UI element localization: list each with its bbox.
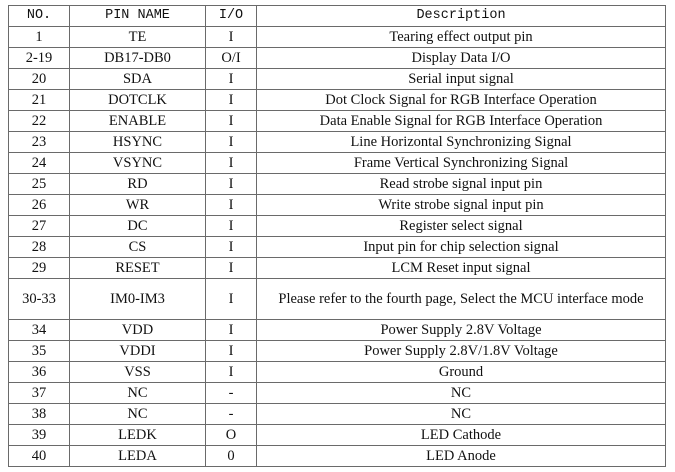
pin-name-cell: HSYNC bbox=[70, 132, 206, 153]
pin-name-cell: WR bbox=[70, 195, 206, 216]
pin-io-cell: - bbox=[206, 404, 257, 425]
pin-io-cell: I bbox=[206, 174, 257, 195]
header-io: I/O bbox=[206, 6, 257, 27]
pin-io-cell: I bbox=[206, 132, 257, 153]
pin-io-cell: I bbox=[206, 216, 257, 237]
pin-number-cell: 1 bbox=[9, 27, 70, 48]
pin-description-cell: LED Anode bbox=[257, 446, 666, 467]
table-row bbox=[9, 27, 666, 48]
pin-io-cell: I bbox=[206, 237, 257, 258]
pin-name-cell: VSYNC bbox=[70, 153, 206, 174]
pin-description-cell: Power Supply 2.8V Voltage bbox=[257, 320, 666, 341]
pin-io-cell: I bbox=[206, 341, 257, 362]
pin-number-cell: 23 bbox=[9, 132, 70, 153]
pin-io-cell: O bbox=[206, 425, 257, 446]
table-row bbox=[9, 258, 666, 279]
pin-name-cell: IM0-IM3 bbox=[70, 279, 206, 320]
table-row bbox=[9, 341, 666, 362]
pin-number-cell: 37 bbox=[9, 383, 70, 404]
table-row bbox=[9, 383, 666, 404]
pin-number-cell: 21 bbox=[9, 90, 70, 111]
pin-name-cell: DC bbox=[70, 216, 206, 237]
table-row bbox=[9, 320, 666, 341]
pin-io-cell: I bbox=[206, 69, 257, 90]
table-row bbox=[9, 237, 666, 258]
pin-description-cell: Frame Vertical Synchronizing Signal bbox=[257, 153, 666, 174]
pin-description-cell: Please refer to the fourth page, Select the MCU interface mode bbox=[257, 279, 666, 320]
pin-description-cell: NC bbox=[257, 404, 666, 425]
pin-description-cell: Power Supply 2.8V/1.8V Voltage bbox=[257, 341, 666, 362]
pin-description-cell: Dot Clock Signal for RGB Interface Operation bbox=[257, 90, 666, 111]
pin-name-cell: ENABLE bbox=[70, 111, 206, 132]
pin-description-cell: Display Data I/O bbox=[257, 48, 666, 69]
pin-number-cell: 29 bbox=[9, 258, 70, 279]
pin-number-cell: 22 bbox=[9, 111, 70, 132]
pin-number-cell: 27 bbox=[9, 216, 70, 237]
pin-name-cell: NC bbox=[70, 383, 206, 404]
pin-io-cell: I bbox=[206, 90, 257, 111]
pin-number-cell: 20 bbox=[9, 69, 70, 90]
table-row bbox=[9, 90, 666, 111]
pin-name-cell: NC bbox=[70, 404, 206, 425]
table-row bbox=[9, 69, 666, 90]
table-row bbox=[9, 153, 666, 174]
table-row bbox=[9, 132, 666, 153]
pin-io-cell: I bbox=[206, 258, 257, 279]
pin-io-cell: I bbox=[206, 153, 257, 174]
pin-description-cell: Data Enable Signal for RGB Interface Operation bbox=[257, 111, 666, 132]
header-description: Description bbox=[257, 6, 666, 27]
pin-description-cell: Serial input signal bbox=[257, 69, 666, 90]
pin-io-cell: I bbox=[206, 362, 257, 383]
pin-io-cell: I bbox=[206, 111, 257, 132]
pin-number-cell: 28 bbox=[9, 237, 70, 258]
pin-io-cell: I bbox=[206, 320, 257, 341]
pin-number-cell: 30-33 bbox=[9, 279, 70, 320]
pin-io-cell: 0 bbox=[206, 446, 257, 467]
pin-number-cell: 34 bbox=[9, 320, 70, 341]
pin-io-cell: I bbox=[206, 195, 257, 216]
pin-name-cell: RESET bbox=[70, 258, 206, 279]
pin-name-cell: TE bbox=[70, 27, 206, 48]
header-pin-name: PIN NAME bbox=[70, 6, 206, 27]
table-body bbox=[9, 27, 666, 467]
pin-io-cell: I bbox=[206, 279, 257, 320]
pin-name-cell: DB17-DB0 bbox=[70, 48, 206, 69]
pin-description-cell: LCM Reset input signal bbox=[257, 258, 666, 279]
pin-description-cell: LED Cathode bbox=[257, 425, 666, 446]
pin-name-cell: CS bbox=[70, 237, 206, 258]
pin-name-cell: DOTCLK bbox=[70, 90, 206, 111]
table-row bbox=[9, 404, 666, 425]
table-row bbox=[9, 195, 666, 216]
pin-description-cell: Input pin for chip selection signal bbox=[257, 237, 666, 258]
table-row bbox=[9, 425, 666, 446]
pin-number-cell: 35 bbox=[9, 341, 70, 362]
pin-name-cell: VSS bbox=[70, 362, 206, 383]
pin-number-cell: 38 bbox=[9, 404, 70, 425]
pin-number-cell: 40 bbox=[9, 446, 70, 467]
pin-number-cell: 26 bbox=[9, 195, 70, 216]
table-row bbox=[9, 174, 666, 195]
pin-description-table bbox=[8, 5, 666, 467]
pin-number-cell: 24 bbox=[9, 153, 70, 174]
pin-description-cell: Write strobe signal input pin bbox=[257, 195, 666, 216]
pin-io-cell: O/I bbox=[206, 48, 257, 69]
pin-number-cell: 2-19 bbox=[9, 48, 70, 69]
pin-name-cell: RD bbox=[70, 174, 206, 195]
table-row bbox=[9, 48, 666, 69]
pin-description-cell: Tearing effect output pin bbox=[257, 27, 666, 48]
pin-description-cell: NC bbox=[257, 383, 666, 404]
pin-name-cell: VDDI bbox=[70, 341, 206, 362]
table-row bbox=[9, 279, 666, 320]
pin-io-cell: I bbox=[206, 27, 257, 48]
pin-name-cell: SDA bbox=[70, 69, 206, 90]
table-row bbox=[9, 216, 666, 237]
table-header-row bbox=[9, 6, 666, 27]
pin-description-cell: Register select signal bbox=[257, 216, 666, 237]
pin-name-cell: VDD bbox=[70, 320, 206, 341]
pin-name-cell: LEDA bbox=[70, 446, 206, 467]
table-row bbox=[9, 446, 666, 467]
pin-number-cell: 25 bbox=[9, 174, 70, 195]
pin-description-cell: Line Horizontal Synchronizing Signal bbox=[257, 132, 666, 153]
pin-name-cell: LEDK bbox=[70, 425, 206, 446]
pin-io-cell: - bbox=[206, 383, 257, 404]
table-row bbox=[9, 111, 666, 132]
pin-number-cell: 36 bbox=[9, 362, 70, 383]
pin-number-cell: 39 bbox=[9, 425, 70, 446]
pin-description-cell: Ground bbox=[257, 362, 666, 383]
header-no: NO. bbox=[9, 6, 70, 27]
pin-description-cell: Read strobe signal input pin bbox=[257, 174, 666, 195]
table-row bbox=[9, 362, 666, 383]
